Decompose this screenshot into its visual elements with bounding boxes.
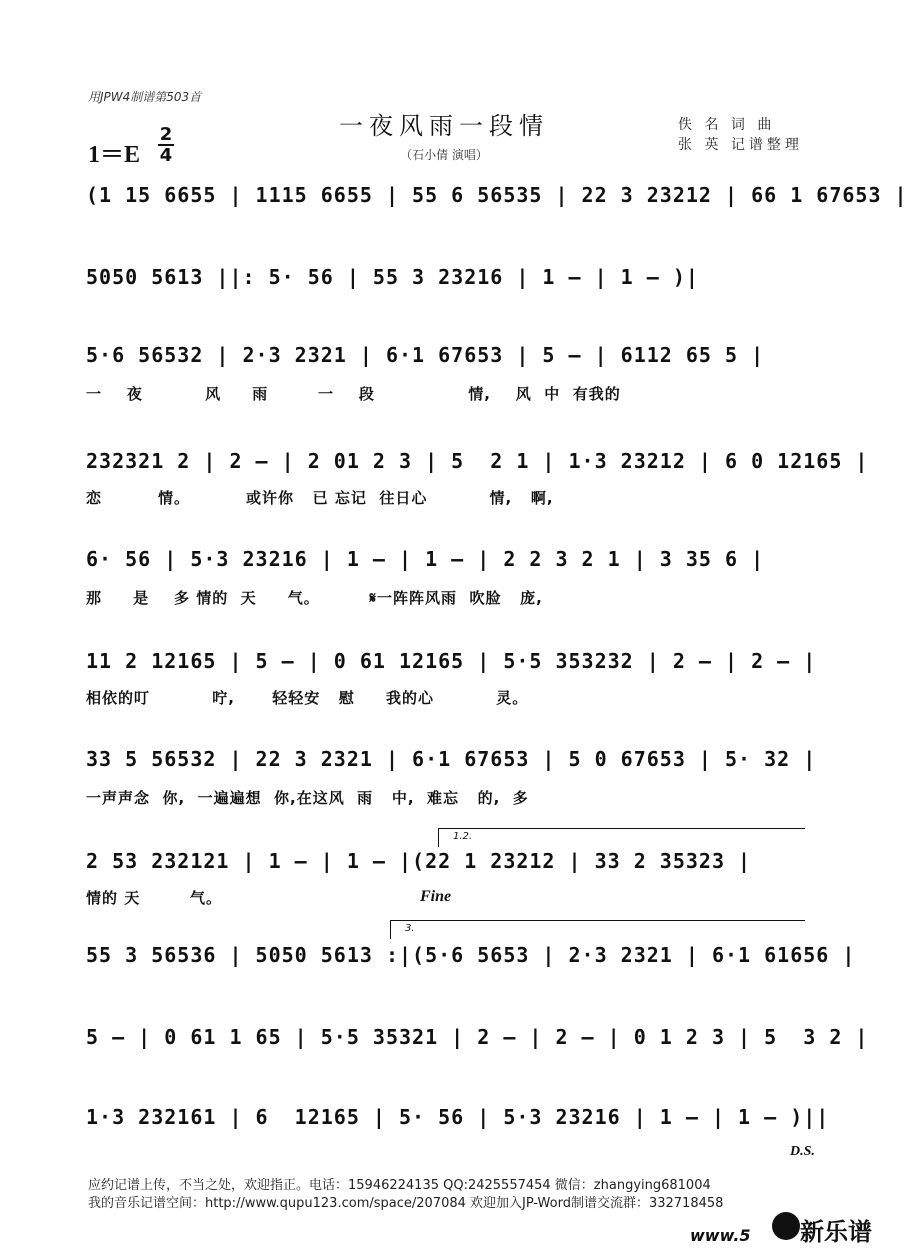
ds-marking: D.S. [790, 1144, 815, 1159]
song-performer: （石小倩 演唱） [400, 148, 488, 162]
watermark-url: www.5 [690, 1226, 751, 1245]
lyric-row-4: 恋 情。 或许你 已 忘记 往日心 情, 啊, [86, 489, 554, 507]
score-note: 用JPW4制谱第503首 [88, 90, 202, 104]
volta-bracket-1 [438, 828, 805, 847]
score-row-8: 2 53 232121 | 1 – | 1 – |(22 1 23212 | 33 2 35323 | [86, 849, 752, 873]
credit-transcriber: 张 英 记谱整理 [678, 137, 803, 153]
key-signature: 1＝E [88, 142, 141, 168]
volta-label-2: 3. [405, 923, 415, 934]
song-title: 一夜风雨一段情 [339, 112, 549, 140]
score-row-2: 5050 5613 ||: 5· 56 | 55 3 23216 | 1 – | 1 – )| [86, 265, 699, 289]
time-denominator: 4 [159, 145, 173, 166]
lyric-row-7: 一声声念 你, 一遍遍想 你,在这风 雨 中, 难忘 的, 多 [86, 789, 529, 807]
score-row-1: (1 15 6655 | 1115 6655 | 55 6 56535 | 22 3 23212 | 66 1 67653 | [86, 183, 908, 207]
score-row-10: 5 – | 0 61 1 65 | 5·5 35321 | 2 – | 2 – | 0 1 2 3 | 5 3 2 | [86, 1025, 869, 1049]
lyric-row-6: 相依的叮 咛, 轻轻安 慰 我的心 灵。 [86, 689, 529, 707]
footer-contact: 应约记谱上传，不当之处，欢迎指正。电话：15946224135 QQ:2425557454 微信：zhangying681004 [88, 1178, 711, 1193]
score-row-5: 6· 56 | 5·3 23216 | 1 – | 1 – | 2 2 3 2 1 | 3 35 6 | [86, 547, 765, 571]
score-row-7: 33 5 56532 | 22 3 2321 | 6·1 67653 | 5 0 67653 | 5· 32 | [86, 747, 817, 771]
volta-bracket-2 [390, 920, 805, 939]
score-row-6: 11 2 12165 | 5 – | 0 61 12165 | 5·5 353232 | 2 – | 2 – | [86, 649, 817, 673]
lyric-row-8: 情的 天 气。 [86, 889, 223, 907]
score-row-11: 1·3 232161 | 6 12165 | 5· 56 | 5·3 23216 | 1 – | 1 – )|| [86, 1105, 830, 1129]
lyric-row-5: 那 是 多 情的 天 气。 𝄋一阵阵风雨 吹脸 庞, [86, 589, 543, 607]
lyric-row-3: 一 夜 风 雨 一 段 情, 风 中 有我的 [86, 385, 621, 403]
record-icon [772, 1212, 800, 1240]
score-row-3: 5·6 56532 | 2·3 2321 | 6·1 67653 | 5 – | 6112 65 5 | [86, 343, 765, 367]
score-row-4: 232321 2 | 2 – | 2 01 2 3 | 5 2 1 | 1·3 23212 | 6 0 12165 | [86, 449, 869, 473]
volta-label-1: 1.2. [453, 831, 473, 842]
score-row-9: 55 3 56536 | 5050 5613 :|(5·6 5653 | 2·3 2321 | 6·1 61656 | [86, 943, 856, 967]
time-numerator: 2 [159, 124, 173, 145]
credit-composer: 佚 名 词 曲 [678, 117, 776, 133]
fine-marking: Fine [420, 888, 452, 905]
footer-links: 我的音乐记谱空间：http://www.qupu123.com/space/207084 欢迎加入JP-Word制谱交流群：332718458 [88, 1196, 724, 1211]
time-signature [158, 126, 174, 164]
brand-logo-text: 新乐谱 [800, 1218, 872, 1246]
